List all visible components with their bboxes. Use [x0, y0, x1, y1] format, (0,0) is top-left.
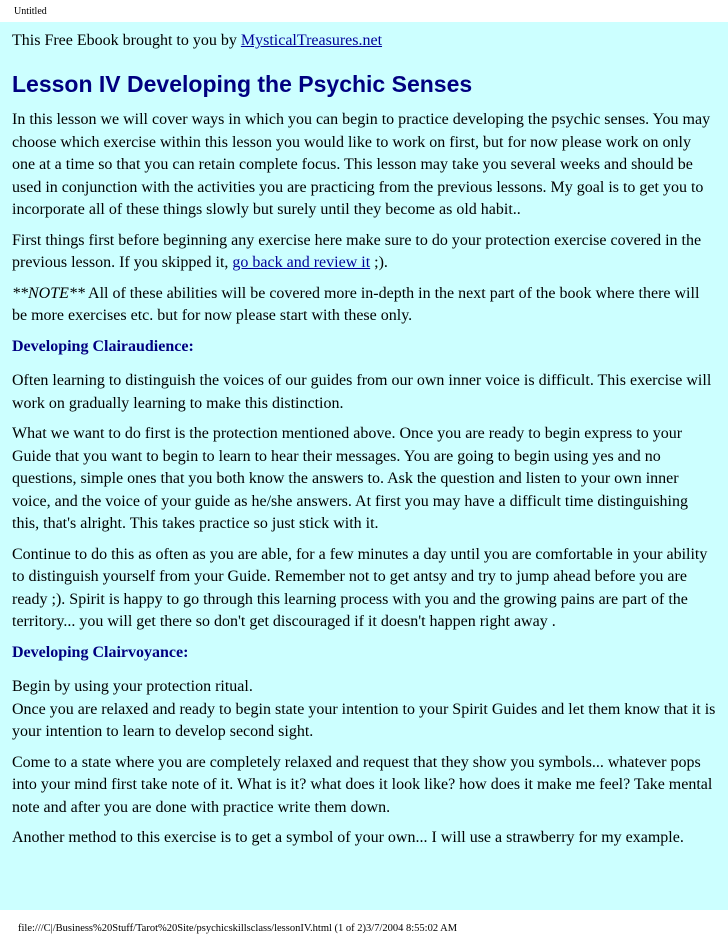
- footer-url: file:///C|/Business%20Stuff/Tarot%20Site/psychicskillsclass/lessonIV.html (1 of 2)3/7/2004 8:55:02 AM: [18, 923, 458, 934]
- section-heading-clairvoyance: Developing Clairvoyance:: [12, 643, 189, 661]
- paragraph-clairaudience-intro: Often learning to distinguish the voices of our guides from our own inner voice is difficult. This exercise will work on gradually learning to make this distinction.: [12, 372, 712, 412]
- note-label: **NOTE**: [12, 284, 85, 302]
- browser-header-bar: [0, 0, 728, 22]
- paragraph-protection-tail: ;).: [370, 254, 388, 271]
- paragraph-clairaudience-practice: Continue to do this as often as you are able, for a few minutes a day until you are comfortable in your ability to distinguish yourself from your Guide. Remember not to get antsy and try to jump ahead before you are ready ;). Spirit is happy to go through this learning process with you and the growing pains are part of the territory... you will get there so don't get discouraged if it doesn't happen right away .: [12, 545, 708, 630]
- paragraph-clairvoyance-method: Another method to this exercise is to get a symbol of your own... I will use a strawberry for my example.: [12, 829, 684, 846]
- paragraph-protection: [12, 230, 716, 275]
- paragraph-clairvoyance-symbols: Come to a state where you are completely relaxed and request that they show you symbols... whatever pops into your mind first take note of it. What is it? what does it look like? how does it make me feel? Take mental note and after you are done with practice write them down.: [12, 753, 713, 816]
- document-content: [0, 22, 728, 850]
- paragraph-protection-text: First things first before beginning any exercise here make sure to do your protection exercise covered in the previous lesson. If you skipped it,: [12, 231, 702, 271]
- paragraph-intro: In this lesson we will cover ways in which you can begin to practice developing the psychic senses. You may choose which exercise within this lesson you would like to work on first, but for now please work on only one at a time so that you can retain complete focus. This lesson may take you several weeks and should be used in conjunction with the activities you are practicing from the previous lessons. My goal is to get you to incorporate all of these things slowly but surely until they become as old habit..: [12, 111, 711, 218]
- intro-text: This Free Ebook brought to you by: [12, 32, 241, 49]
- paragraph-clairaudience-steps: What we want to do first is the protection mentioned above. Once you are ready to begin express to your Guide that you want to begin to learn to hear their messages. You are going to begin using yes and no questions, simple ones that you both know the answers to. Ask the question and listen to your own inner voice, and the voice of your guide as he/she answers. At first you may have a difficult time distinguishing this, that's alright. This takes practice so just stick with it.: [12, 425, 688, 532]
- document-page: [0, 22, 728, 910]
- lesson-title: Lesson IV Developing the Psychic Senses: [12, 71, 473, 97]
- clairvoyance-line-1: Begin by using your protection ritual.: [12, 678, 253, 695]
- note-text: All of these abilities will be covered more in-depth in the next part of the book where there will be more exercises etc. but for now please start with these only.: [12, 284, 700, 324]
- paragraph-note: [12, 283, 716, 328]
- section-heading-clairaudience: Developing Clairaudience:: [12, 337, 194, 355]
- page-title-tab: Untitled: [14, 6, 47, 17]
- browser-footer-bar: [0, 910, 728, 942]
- clairvoyance-line-2: Once you are relaxed and ready to begin state your intention to your Spirit Guides and let them know that it is your intention to learn to develop second sight.: [12, 700, 716, 740]
- site-link[interactable]: MysticalTreasures.net: [240, 32, 383, 49]
- review-link[interactable]: go back and review it: [232, 254, 371, 271]
- paragraph-clairvoyance-intro: [12, 676, 716, 744]
- intro-line: [12, 29, 716, 53]
